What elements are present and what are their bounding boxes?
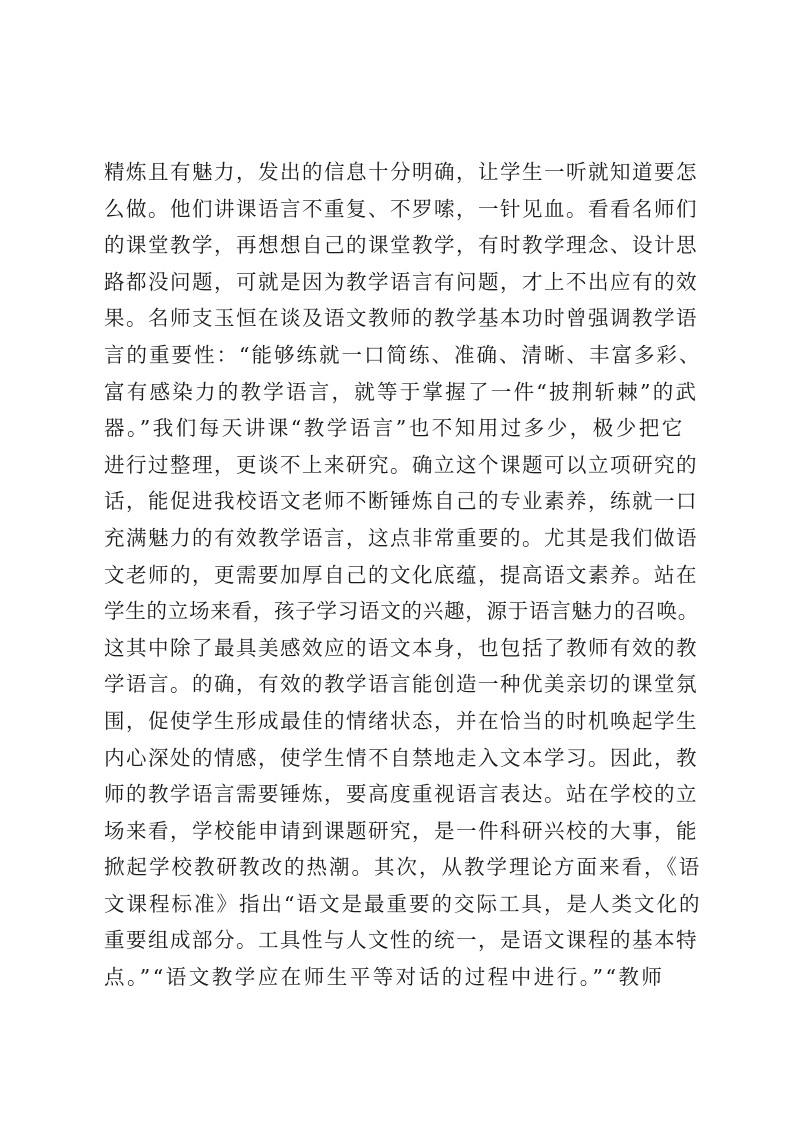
text-line-19: 场来看，学校能申请到课题研究，是一件科研兴校的大事，能 bbox=[104, 818, 698, 843]
text-line-22: 重要组成部分。工具性与人文性的统一，是语文课程的基本特 bbox=[104, 928, 698, 953]
text-line-14: 这其中除了最具美感效应的语文本身，也包括了教师有效的教 bbox=[104, 635, 698, 660]
body-text bbox=[104, 154, 704, 996]
text-line-11: 充满魅力的有效教学语言，这点非常重要的。尤其是我们做语 bbox=[104, 525, 698, 550]
text-line-16: 围，促使学生形成最佳的情绪状态，并在恰当的时机唤起学生 bbox=[104, 708, 698, 733]
text-line-13: 学生的立场来看，孩子学习语文的兴趣，源于语言魅力的召唤。 bbox=[104, 599, 699, 624]
text-line-3: 的课堂教学，再想想自己的课堂教学，有时教学理念、设计思 bbox=[104, 233, 698, 258]
text-line-20: 掀起学校教研教改的热潮。其次，从教学理论方面来看，《语 bbox=[104, 855, 702, 880]
text-line-4: 路都没问题，可就是因为教学语言有问题，才上不出应有的效 bbox=[104, 269, 698, 294]
text-line-6: 言的重要性：“能够练就一口简练、准确、清晰、丰富多彩、 bbox=[104, 342, 702, 367]
text-line-9: 进行过整理，更谈不上来研究。确立这个课题可以立项研究的 bbox=[104, 452, 698, 477]
text-line-10: 话，能促进我校语文老师不断锤炼自己的专业素养，练就一口 bbox=[104, 489, 698, 514]
text-line-8: 器。”我们每天讲课“教学语言”也不知用过多少，极少把它 bbox=[104, 416, 685, 441]
text-line-23: 点。”“语文教学应在师生平等对话的过程中进行。”“教师 bbox=[104, 965, 665, 990]
text-line-12: 文老师的，更需要加厚自己的文化底蕴，提高语文素养。站在 bbox=[104, 562, 698, 587]
text-line-2: 么做。他们讲课语言不重复、不罗嗦，一针见血。看看名师们 bbox=[104, 196, 698, 221]
text-line-5: 果。名师支玉恒在谈及语文教师的教学基本功时曾强调教学语 bbox=[104, 306, 698, 331]
text-line-18: 师的教学语言需要锤炼，要高度重视语言表达。站在学校的立 bbox=[104, 782, 698, 807]
text-line-15: 学语言。的确，有效的教学语言能创造一种优美亲切的课堂氛 bbox=[104, 672, 698, 697]
text-line-1: 精炼且有魅力，发出的信息十分明确，让学生一听就知道要怎 bbox=[104, 160, 698, 184]
text-line-17: 内心深处的情感，使学生情不自禁地走入文本学习。因此，教 bbox=[104, 745, 698, 770]
text-line-21: 文课程标准》指出“语文是最重要的交际工具，是人类文化的 bbox=[104, 891, 702, 916]
text-line-7: 富有感染力的教学语言，就等于掌握了一件“披荆斩棘”的武 bbox=[104, 379, 699, 404]
